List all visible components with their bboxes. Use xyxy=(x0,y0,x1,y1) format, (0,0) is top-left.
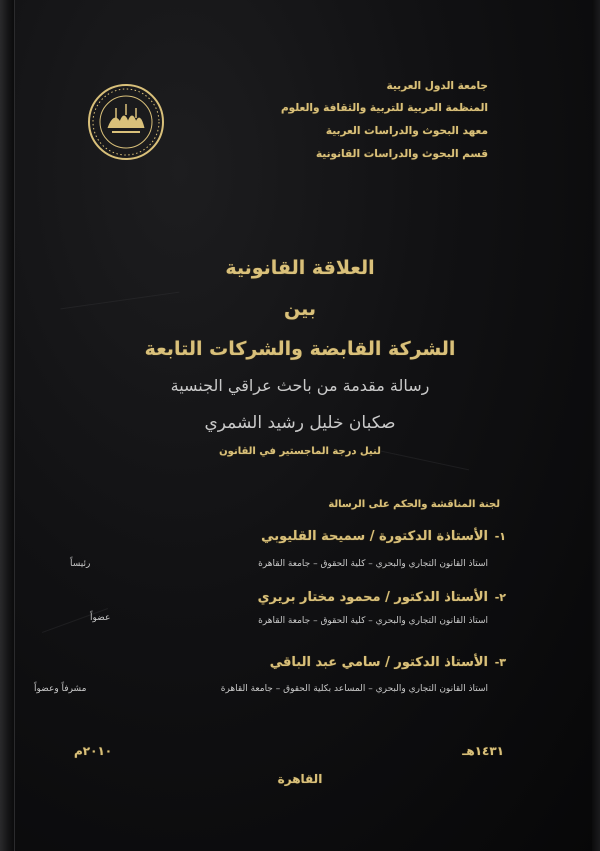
member-2-number: ٢- xyxy=(494,591,506,604)
committee-heading: لجنة المناقشة والحكم على الرسالة xyxy=(328,499,500,510)
institute-emblem-icon xyxy=(86,82,166,162)
title-line-2: بين xyxy=(284,298,316,320)
org-line-1: جامعة الدول العربية xyxy=(386,80,488,92)
member-3-number: ٣- xyxy=(494,656,506,669)
org-line-3: معهد البحوث والدراسات العربية xyxy=(325,125,488,137)
hijri-year: ١٤٣١هـ xyxy=(462,744,504,758)
member-2-role: عضواً xyxy=(90,613,111,623)
org-line-2: المنظمة العربية للتربية والثقافة والعلوم xyxy=(280,102,488,114)
author-name: صكبان خليل رشيد الشمري xyxy=(204,413,396,433)
org-line-4: قسم البحوث والدراسات القانونية xyxy=(315,148,488,160)
member-1-detail: استاذ القانون التجاري والبحري – كلية الحقوق – جامعة القاهرة xyxy=(258,559,488,569)
title-line-3: الشركة القابضة والشركات التابعة xyxy=(144,338,456,360)
title-line-1: العلاقة القانونية xyxy=(225,257,375,279)
member-1-name: الأستاذة الدكتورة / سميحة القليوبي xyxy=(261,529,488,544)
member-3-detail: استاذ القانون التجاري والبحري – المساعد بكلية الحقوق – جامعة القاهرة xyxy=(220,684,488,694)
member-2-name: الأستاذ الدكتور / محمود مختار بريري xyxy=(257,590,488,605)
member-3-name: الأستاذ الدكتور / سامي عبد الباقي xyxy=(269,655,488,670)
member-2-detail: استاذ القانون التجاري والبحري – كلية الحقوق – جامعة القاهرة xyxy=(258,616,488,626)
subtitle: رسالة مقدمة من باحث عراقي الجنسية xyxy=(170,376,430,395)
member-1-number: ١- xyxy=(494,530,506,543)
gregorian-year: ٢٠١٠م xyxy=(74,744,113,758)
publication-city: القاهرة xyxy=(277,772,323,786)
member-1-role: رئيساً xyxy=(70,559,91,569)
member-3-role: مشرفاً وعضواً xyxy=(34,684,87,694)
degree-line: لنيل درجة الماجستير في القانون xyxy=(219,446,381,457)
